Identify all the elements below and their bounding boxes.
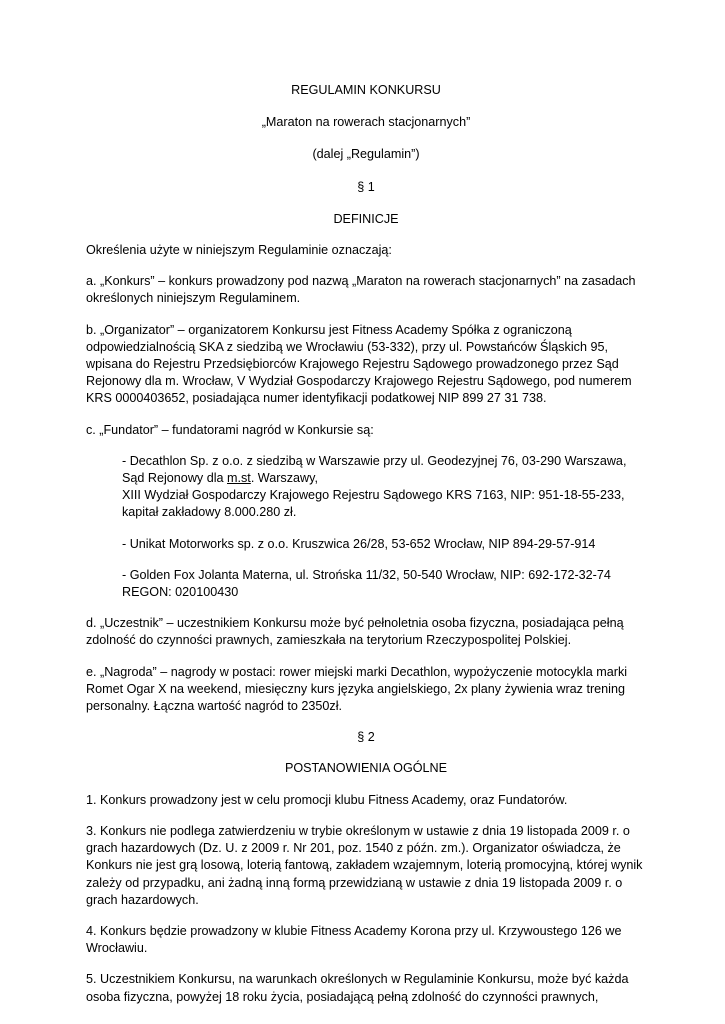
definition-d: d. „Uczestnik” – uczestnikiem Konkursu może być pełnoletnia osoba fizyczna, posiadająca pełną zdolność do czynności prawnych, zamieszkała na terytorium Rzeczypospolitej Polskiej. <box>86 616 624 648</box>
sponsor-golden-fox-line: - Golden Fox Jolanta Materna, ul. Strońska 11/32, 50-540 Wrocław, NIP: 692-172-32-74 <box>122 567 611 582</box>
section-2-point-5: 5. Uczestnikiem Konkursu, na warunkach określonych w Regulaminie Konkursu, może być każda osoba fizyczna, powyżej 18 roku życia, posiadającą pełną zdolność do czynności prawnych, <box>86 972 629 1004</box>
document-subtitle-alias: (dalej „Regulamin”) <box>312 147 420 162</box>
sponsor-decathlon <box>86 453 646 522</box>
section-2-point-4: 4. Konkurs będzie prowadzony w klubie Fitness Academy Korona przy ul. Krzywoustego 126 we Wrocławiu. <box>86 923 622 956</box>
document-page <box>86 82 646 1006</box>
sponsor-decathlon-line: - Decathlon Sp. z o.o. z siedzibą w Warszawie przy ul. Geodezyjnej 76, 03-290 Warszawa, Sąd Rejonowy dla <box>122 453 627 486</box>
sponsor-golden-fox-regon: REGON: 020100430 <box>122 585 239 600</box>
section-1-number: § 1 <box>357 179 375 194</box>
definition-c: c. „Fundator” – fundatorami nagród w Konkursie są: <box>86 422 374 437</box>
definition-b: b. „Organizator” – organizatorem Konkursu jest Fitness Academy Spółka z ograniczoną odpowiedzialnością SKA z siedzibą we Wrocławiu (53-332), przy ul. Powstańców Śląskich 95, wpisana do Rejestru Przedsiębiorców Krajowego Rejestru Sądowego prowadzonego przez Sąd Rejonowy dla m. Wrocław, V Wydział Gospodarczy Krajowego Rejestru Sądowego, pod numerem KRS 0000403652, posiadająca numer identyfikacji podatkowej NIP 899 27 31 738. <box>86 322 632 406</box>
sponsor-decathlon-registry: XIII Wydział Gospodarczy Krajowego Rejestru Sądowego KRS 7163, NIP: 951-18-55-233, kapitał zakładowy 8.000.280 zł. <box>122 488 625 520</box>
section-2-point-1: 1. Konkurs prowadzony jest w celu promocji klubu Fitness Academy, oraz Fundatorów. <box>86 792 568 807</box>
sponsor-decathlon-city-rest: . Warszawy, <box>250 471 318 486</box>
definitions-intro: Określenia użyte w niniejszym Regulaminie oznaczają: <box>86 243 392 258</box>
sponsor-decathlon-city: m.st <box>227 471 251 486</box>
document-title: REGULAMIN KONKURSU <box>291 83 441 97</box>
section-2-title: POSTANOWIENIA OGÓLNE <box>284 761 448 776</box>
document-subtitle: „Maraton na rowerach stacjonarnych” <box>261 115 471 130</box>
section-1-title: DEFINICJE <box>333 211 399 226</box>
definition-a: a. „Konkurs” – konkurs prowadzony pod nazwą „Maraton na rowerach stacjonarnych” na zasadach określonych niniejszym Regulaminem. <box>86 274 636 306</box>
section-2-point-3: 3. Konkurs nie podlega zatwierdzeniu w trybie określonym w ustawie z dnia 19 listopada 2009 r. o grach hazardowych (Dz. U. z 2009 r. Nr 201, poz. 1540 z późn. zm.). Organizator oświadcza, że Konkurs nie jest grą losową, loterią fantową, zakładem wzajemnym, loterią promocyjną, której wynik zależy od przypadku, ani żadną inną formą przewidzianą w ustawie z dnia 19 listopada 2009 r. o grach hazardowych. <box>86 823 643 907</box>
definition-e: e. „Nagroda” – nagrody w postaci: rower miejski marki Decathlon, wypożyczenie motocykla marki Romet Ogar X na weekend, miesięczny kurs języka angielskiego, 2x plany żywienia wraz trening personalny. Łączna wartość nagród to 2350zł. <box>86 664 628 714</box>
sponsor-unikat: - Unikat Motorworks sp. z o.o. Kruszwica 26/28, 53-652 Wrocław, NIP 894-29-57-914 <box>122 536 596 551</box>
sponsor-golden-fox <box>86 567 646 601</box>
section-2-number: § 2 <box>357 730 375 745</box>
